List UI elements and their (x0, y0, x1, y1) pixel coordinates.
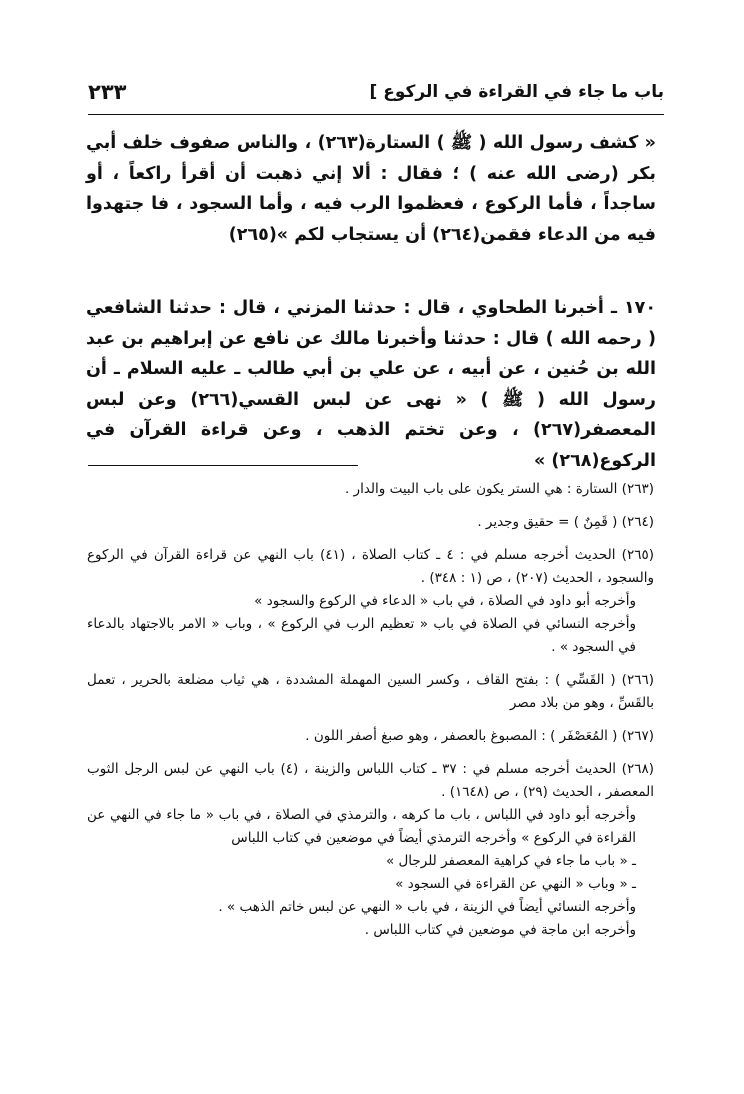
page-header (88, 78, 664, 115)
hadith-170-text: ١٧٠ ـ أخبرنا الطحاوي ، قال : حدثنا المزني ، قال : حدثنا الشافعي ( رحمه الله ) قال : حدثنا وأخبرنا مالك عن نافع عن إبراهيم بن عبد الله بن حُنين ، عن أبيه ، عن علي بن أبي طالب ـ عليه السلام ـ أن رسول الله ( ﷺ ) « نهى عن لبس القسي(٢٦٦) وعن لبس المعصفر(٢٦٧) ، وعن تختم الذهب ، وعن قراءة القرآن في الركوع(٢٦٨) » (86, 298, 656, 471)
footnote-line: (٢٦٥) الحديث أخرجه مسلم في : ٤ ـ كتاب الصلاة ، (٤١) باب النهي عن قراءة القرآن في الركوع والسجود ، الحديث (٢٠٧) ، ص (١ : ٣٤٨) . (87, 547, 654, 586)
footnote-line: وأخرجه أبو داود في الصلاة ، في باب « الدعاء في الركوع والسجود » (254, 593, 636, 609)
page-number: ٢٣٣ (88, 80, 127, 104)
footnote-line: (٢٦٧) ( المُعَصْفَر ) : المصبوغ بالعصفر ، وهو صبغ أصفر اللون . (305, 728, 654, 744)
footnote-265 (87, 544, 654, 659)
footnote-line: ـ « وباب « النهي عن القراءة في السجود » (395, 876, 636, 892)
footnote-divider (88, 465, 358, 466)
footnote-line: (٢٦٤) ( قَمِنٌ ) = حقيق وجدير . (477, 514, 654, 530)
footnote-line: (٢٦٦) ( القَسِّي ) : بفتح القاف ، وكسر السين المهملة المشددة ، هي ثياب مضلعة بالحرير ، تعمل بالقَسِّ ، وهو من بلاد مصر (87, 672, 654, 711)
footnote-line: وأخرجه النسائي أيضاً في الزينة ، في باب « النهي عن لبس خاتم الذهب » . (218, 899, 636, 915)
footnote-266 (87, 669, 654, 715)
hadith-170 (86, 293, 656, 476)
footnote-line: ـ « باب ما جاء في كراهية المعصفر للرجال » (385, 853, 636, 869)
footnote-264 (87, 511, 654, 534)
running-title: باب ما جاء في القراءة في الركوع ] (369, 82, 664, 102)
footnote-line: وأخرجه ابن ماجة في موضعين في كتاب اللباس . (364, 922, 636, 938)
footnote-263 (87, 478, 654, 501)
footnotes (87, 478, 654, 952)
hadith-169-continuation (86, 128, 656, 250)
footnote-line: وأخرجه النسائي في الصلاة في باب « تعظيم الرب في الركوع » ، وباب « الامر بالاجتهاد بالدعاء في السجود » . (87, 616, 636, 655)
footnote-line: وأخرجه أبو داود في اللباس ، باب ما كرهه ، والترمذي في الصلاة ، في باب « ما جاء في النهي عن القراءة في الركوع » وأخرجه الترمذي أيضاً في موضعين في كتاب اللباس (87, 807, 636, 846)
footnote-268 (87, 758, 654, 942)
footnote-line: (٢٦٣) الستارة : هي الستر يكون على باب البيت والدار . (344, 481, 654, 497)
footnote-267 (87, 725, 654, 748)
hadith-169-text: « كشف رسول الله ( ﷺ ) الستارة(٢٦٣) ، والناس صفوف خلف أبي بكر (رضى الله عنه ) ؛ فقال : ألا إني ذهبت أن أقرأ راكعاً ، أو ساجداً ، فأما الركوع ، فعظموا الرب فيه ، وأما السجود ، فا جتهدوا فيه من الدعاء فقمن(٢٦٤) أن يستجاب لكم »(٢٦٥) (86, 133, 656, 245)
footnote-line: (٢٦٨) الحديث أخرجه مسلم في : ٣٧ ـ كتاب اللباس والزينة ، (٤) باب النهي عن لبس الرجل الثوب المعصفر ، الحديث (٢٩) ، ص (١٦٤٨) . (87, 761, 654, 800)
